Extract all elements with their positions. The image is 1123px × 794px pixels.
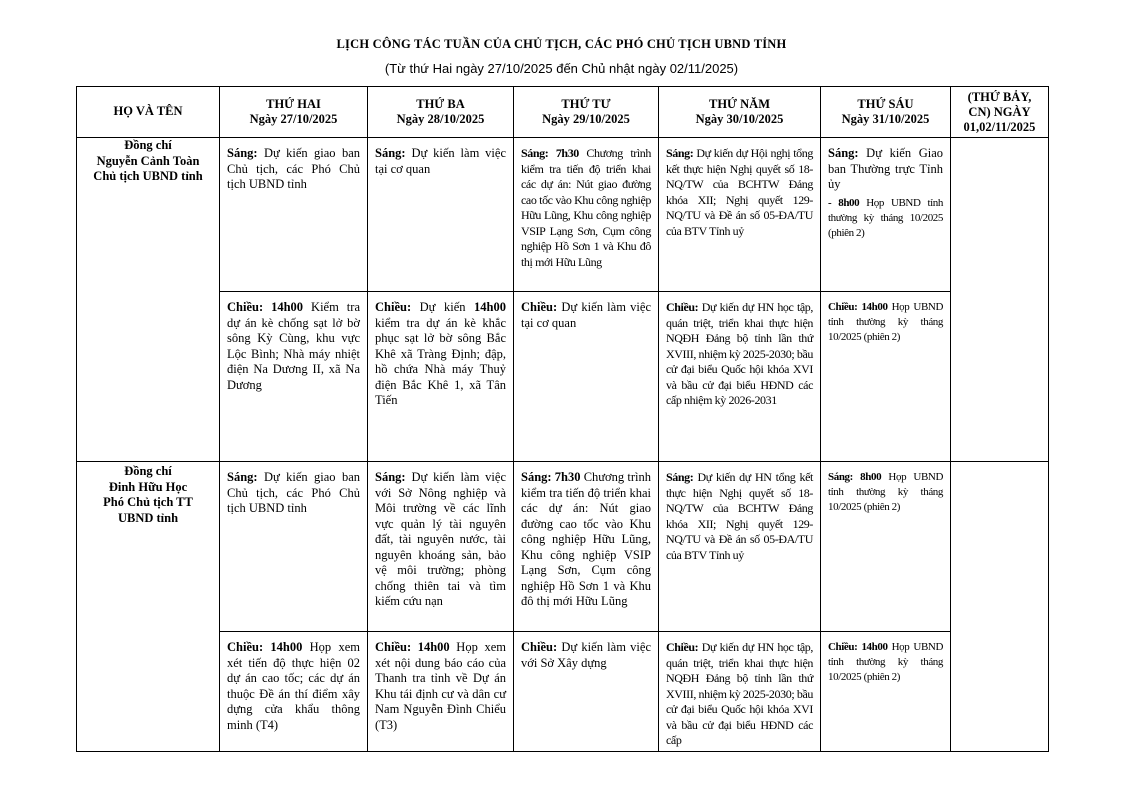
schedule-cell [821, 632, 951, 752]
session-label: Chiều: [521, 640, 558, 654]
session-label: 14h00 [474, 300, 506, 314]
session-label: Sáng: [828, 146, 859, 160]
session-text: Họp UBND tỉnh thường kỳ tháng 10/2025 (phiên 2) [828, 196, 944, 239]
schedule-cell [821, 462, 951, 632]
page-subtitle: (Từ thứ Hai ngày 27/10/2025 đến Chủ nhật ngày 02/11/2025) [384, 61, 739, 76]
header-name: HỌ VÀ TÊN [77, 87, 220, 138]
schedule-table [76, 86, 1049, 752]
session-text: Dự kiến dự HN tổng kết thực hiện Nghị quyết số 18-NQ/TW của BCHTW Đảng khóa XII; Nghị quyết 129-NQ/TU và Đề án số 05-ĐA/TU của BTV Tỉnh uỷ [666, 470, 813, 562]
schedule-cell [514, 632, 659, 752]
session-text: Dự kiến làm việc với Sở Xây dựng [521, 640, 651, 670]
header-day: THỨ BA [416, 96, 465, 111]
session-label: - 8h00 [828, 196, 860, 209]
session-label: Sáng: [375, 470, 406, 484]
schedule-cell [514, 292, 659, 462]
schedule-cell [821, 138, 951, 292]
session-text: Chương trình kiểm tra tiến độ triển khai các dự án: Nút giao đường cao tốc vào Khu công nghiệp Hữu Lũng, Khu công nghiệp VSIP Lạng Sơn, Cụm công nghiệp Hồ Sơn 1 và Khu đô thị mới Hữu Lũng [521, 470, 651, 608]
session-label: Chiều: [666, 640, 699, 654]
session-label: Sáng: [666, 146, 694, 160]
session-text: Dự kiến giao ban Chủ tịch, các Phó Chủ tịch UBND tỉnh [227, 470, 360, 515]
schedule-cell [368, 632, 514, 752]
session-text: Dự kiến dự Hội nghị tổng kết thực hiện Nghị quyết số 18-NQ/TW của BCHTW Đảng khóa XII; Nghị quyết 129-NQ/TU và Đề án số 05-ĐA/TU của BTV Tỉnh uỷ [666, 146, 813, 238]
schedule-cell [220, 462, 368, 632]
session-label: Sáng: 7h30 [521, 470, 581, 484]
session-label: Sáng: [666, 470, 694, 484]
header-date: Ngày 30/10/2025 [695, 112, 784, 126]
person-line: Đồng chí [124, 464, 172, 478]
session-text: Dự kiến làm việc tại cơ quan [521, 300, 651, 330]
person-line: Nguyễn Cảnh Toàn [96, 153, 200, 168]
session-label: Chiều: 14h00 [828, 301, 888, 313]
weekend-cell [951, 462, 1049, 752]
session-label: Sáng: [227, 470, 258, 484]
header-tuesday [368, 87, 514, 138]
person-line: Chủ tịch UBND tỉnh [93, 169, 203, 183]
header-monday [220, 87, 368, 138]
session-label: Chiều: 14h00 [227, 640, 303, 654]
row-person2-morning [77, 462, 1049, 632]
person-line: UBND tỉnh [117, 510, 179, 525]
schedule-cell [368, 138, 514, 292]
schedule-cell [368, 462, 514, 632]
session-text: Họp xem xét nội dung báo cáo của Thanh tra tỉnh về Dự án Khu tái định cư và dân cư Nam Nguyễn Đình Chiểu (T3) [375, 640, 506, 732]
header-weekend-line: 01,02/11/2025 [963, 119, 1036, 134]
header-weekend-line: CN) NGÀY [968, 104, 1031, 119]
row-person2-afternoon [77, 632, 1049, 752]
header-wednesday [514, 87, 659, 138]
person-cell [77, 462, 220, 752]
schedule-cell [514, 462, 659, 632]
header-weekend-line: (THỨ BẢY, [967, 89, 1032, 104]
session-text: Kiểm tra dự án kè chống sạt lở bờ sông Kỳ Cùng, khu vực Lộc Bình; Nhà máy nhiệt điện Na Dương II, xã Na Dương [227, 300, 360, 392]
header-date: Ngày 27/10/2025 [249, 112, 338, 126]
schedule-cell [659, 632, 821, 752]
header-day: THỨ HAI [266, 96, 321, 111]
person-line: Phó Chủ tịch TT [103, 495, 193, 509]
session-label: Chiều: [521, 300, 558, 314]
session-text: kiểm tra dự án kè khắc phục sạt lở bờ sông Bắc Khê xã Tràng Định; đập, hồ chứa Nhà máy Thuỷ điện Bắc Khê 1, xã Tân Tiến [375, 315, 506, 407]
schedule-cell [659, 462, 821, 632]
session-label: Sáng: [227, 146, 258, 160]
schedule-cell [659, 292, 821, 462]
session-text: Họp UBND tỉnh thường kỳ tháng 10/2025 (phiên 2) [828, 641, 943, 683]
session-text: Dự kiến làm việc với Sở Nông nghiệp và Môi trường về các lĩnh vực quản lý tài nguyên đất, tài nguyên nước, tài nguyên khoáng sản, bảo vệ môi trường; phòng chống thiên tai và tìm kiếm cứu nạn [375, 470, 506, 608]
schedule-cell [659, 138, 821, 292]
header-date: Ngày 28/10/2025 [396, 112, 485, 126]
session-text: Chương trình kiểm tra tiến độ triển khai các dự án: Nút giao đường cao tốc vào Khu công nghiệp Hữu Lũng, Khu công nghiệp VSIP Lạng Sơn, Cụm công nghiệp Hồ Sơn 1 và Khu đô thị mới Hữu Lũng [521, 146, 651, 269]
session-text: Dự kiến giao ban Chủ tịch, các Phó Chủ tịch UBND tỉnh [227, 146, 360, 191]
session-text: Họp UBND tỉnh thường kỳ tháng 10/2025 (phiên 2) [828, 301, 943, 343]
row-person1-morning [77, 138, 1049, 292]
row-person1-afternoon [77, 292, 1049, 462]
session-label: Chiều: 14h00 [227, 300, 304, 314]
session-label: Sáng: 7h30 [521, 146, 579, 160]
session-text: Họp UBND tỉnh thường kỳ tháng 10/2025 (phiên 2) [828, 471, 943, 513]
session-text: Dự kiến [411, 300, 475, 314]
session-label: Chiều: [666, 300, 699, 314]
header-weekend [951, 87, 1049, 138]
schedule-cell [821, 292, 951, 462]
header-day: THỨ TƯ [561, 96, 611, 111]
session-label: Chiều: [375, 300, 412, 314]
session-text: Dự kiến làm việc tại cơ quan [375, 146, 506, 176]
session-label: Sáng: [375, 146, 406, 160]
weekend-cell [951, 138, 1049, 462]
header-day: THỨ NĂM [709, 96, 770, 111]
schedule-cell [368, 292, 514, 462]
header-thursday [659, 87, 821, 138]
schedule-cell [220, 632, 368, 752]
session-text: Dự kiến Giao ban Thường trực Tỉnh ủy [828, 146, 943, 191]
session-label: Sáng: 8h00 [828, 471, 882, 483]
schedule-cell [514, 138, 659, 292]
session-text: Dự kiến dự HN học tập, quán triệt, triển khai thực hiện NQĐH Đảng bộ tỉnh lần thứ XVIII, nhiệm kỳ 2025-2030; bầu cử đại biểu Quốc hội khóa XVI và bầu cử đại biểu HĐND các cấp [666, 640, 813, 747]
header-day: THỨ SÁU [857, 96, 914, 111]
session-text: Họp xem xét tiến độ thực hiện 02 dự án cao tốc; các dự án thuộc Đề án thí điểm xây dựng cửa khẩu thông minh (T4) [227, 640, 360, 732]
schedule-cell [220, 292, 368, 462]
person-cell [77, 138, 220, 462]
session-label: Chiều: 14h00 [828, 641, 888, 653]
schedule-cell [220, 138, 368, 292]
session-label: Chiều: 14h00 [375, 640, 450, 654]
page-title: LỊCH CÔNG TÁC TUẦN CỦA CHỦ TỊCH, CÁC PHÓ CHỦ TỊCH UBND TỈNH [336, 37, 787, 51]
header-row [77, 87, 1049, 138]
person-line: Đinh Hữu Học [108, 479, 188, 494]
person-line: Đồng chí [124, 138, 172, 152]
session-text: Dự kiến dự HN học tập, quán triệt, triển khai thực hiện NQĐH Đảng bộ tỉnh lần thứ XVIII, nhiệm kỳ 2025-2030; bầu cử đại biểu Quốc hội khóa XVI và bầu cử đại biểu HĐND các cấp nhiệm kỳ 2026-2031 [666, 300, 813, 407]
header-friday [821, 87, 951, 138]
header-date: Ngày 29/10/2025 [542, 112, 630, 126]
header-date: Ngày 31/10/2025 [841, 112, 930, 126]
